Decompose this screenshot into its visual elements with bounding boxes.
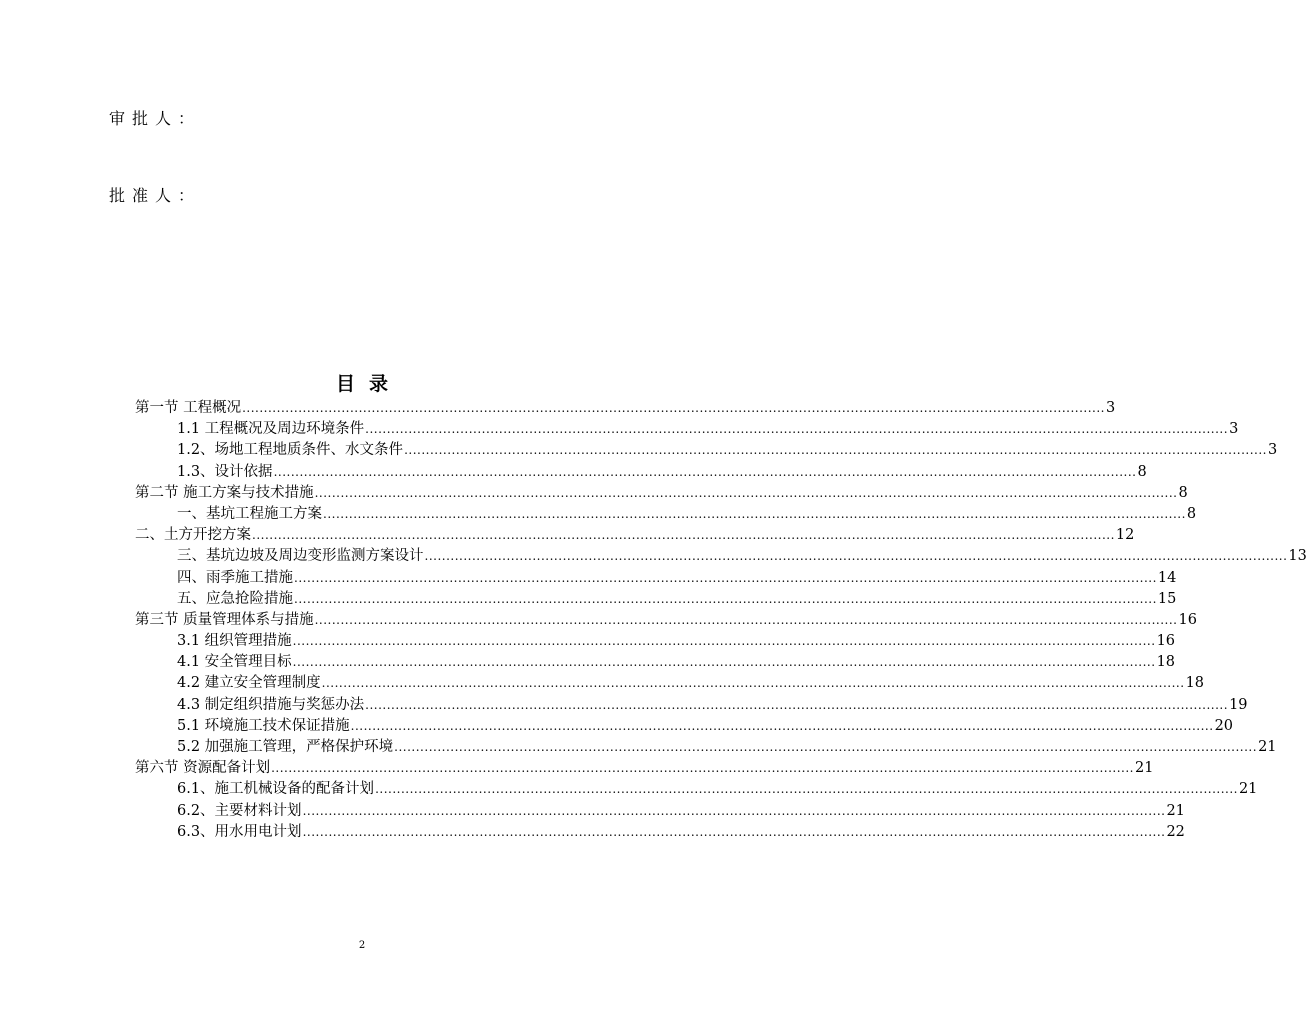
toc-entry-page-number: 13 — [1288, 548, 1307, 565]
toc-entry-label: 一、基坑工程施工方案 — [177, 505, 322, 522]
toc-entry-label: 1.1 工程概况及周边环境条件 — [177, 421, 365, 438]
toc-entry-label: 第一节 工程概况 — [135, 400, 242, 416]
approver-signature-label: 批准人： — [109, 186, 202, 205]
toc-entry[interactable] — [135, 695, 1248, 716]
toc-entry[interactable] — [135, 525, 1135, 546]
toc-entry-label: 6.3、用水用电计划 — [177, 823, 302, 840]
toc-dot-leader: ........................................................................................................................................................................................................ — [294, 591, 1157, 606]
toc-dot-leader: ........................................................................................................................................................................................................ — [242, 401, 1105, 415]
toc-entry-label: 4.3 制定组织措施与奖惩办法 — [177, 696, 365, 713]
toc-entry-page-number: 12 — [1115, 527, 1135, 544]
toc-title: 目录 — [335, 373, 402, 395]
toc-entry-page-number: 16 — [1178, 611, 1197, 628]
toc-entry-page-number: 18 — [1156, 654, 1176, 671]
toc-entry-label: 第三节 质量管理体系与措施 — [135, 611, 314, 628]
toc-entry-label: 1.2、场地工程地质条件、水文条件 — [177, 442, 404, 459]
toc-entry[interactable] — [135, 610, 1197, 631]
toc-dot-leader: ........................................................................................................................................................................................................ — [404, 443, 1267, 458]
toc-entry-label: 第二节 施工方案与技术措施 — [135, 484, 314, 501]
toc-entry-page-number: 18 — [1185, 675, 1205, 692]
toc-entry-page-number: 8 — [1186, 505, 1197, 522]
toc-entry-page-number: 3 — [1267, 442, 1278, 459]
toc-entry-page-number: 3 — [1229, 421, 1239, 438]
toc-dot-leader: ........................................................................................................................................................................................................ — [314, 485, 1178, 500]
toc-dot-leader: ........................................................................................................................................................................................................ — [252, 528, 1115, 543]
toc-entry-page-number: 19 — [1229, 696, 1248, 713]
toc-entry[interactable] — [135, 589, 1177, 610]
toc-entry-label: 5.2 加强施工管理，严格保护环境 — [177, 739, 394, 755]
toc-dot-leader: ........................................................................................................................................................................................................ — [292, 655, 1156, 670]
toc-entry-page-number: 3 — [1106, 400, 1116, 416]
toc-entry[interactable] — [135, 483, 1188, 504]
toc-entry[interactable] — [135, 673, 1205, 694]
toc-dot-leader: ........................................................................................................................................................................................................ — [314, 612, 1178, 627]
toc-dot-leader: ........................................................................................................................................................................................................ — [302, 824, 1166, 839]
toc-entry[interactable] — [135, 716, 1234, 737]
toc-entry-page-number: 20 — [1214, 717, 1234, 734]
toc-entry-page-number: 14 — [1157, 569, 1177, 586]
toc-entry-page-number: 21 — [1135, 760, 1154, 777]
toc-entry-label: 3.1 组织管理措施 — [177, 633, 292, 650]
toc-entry[interactable] — [135, 546, 1307, 567]
toc-entry[interactable] — [135, 737, 1277, 758]
toc-entry-page-number: 21 — [1166, 802, 1185, 819]
toc-dot-leader: ........................................................................................................................................................................................................ — [350, 718, 1214, 733]
toc-entry[interactable] — [135, 504, 1197, 525]
toc-entry[interactable] — [135, 398, 1116, 419]
toc-dot-leader: ........................................................................................................................................................................................................ — [292, 634, 1156, 649]
toc-dot-leader: ........................................................................................................................................................................................................ — [294, 570, 1157, 585]
toc-dot-leader: ........................................................................................................................................................................................................ — [394, 740, 1258, 754]
toc-entry-label: 4.1 安全管理目标 — [177, 654, 292, 671]
toc-entry[interactable] — [135, 631, 1176, 652]
toc-entry-label: 6.2、主要材料计划 — [177, 802, 302, 819]
toc-dot-leader: ........................................................................................................................................................................................................ — [365, 697, 1229, 712]
toc-entry-label: 6.1、施工机械设备的配备计划 — [177, 781, 375, 798]
toc-entry-page-number: 21 — [1238, 781, 1258, 798]
toc-dot-leader: ........................................................................................................................................................................................................ — [271, 761, 1134, 776]
toc-entry[interactable] — [135, 440, 1278, 461]
toc-entry[interactable] — [135, 758, 1154, 779]
toc-entry-label: 4.2 建立安全管理制度 — [177, 675, 321, 692]
toc-dot-leader: ........................................................................................................................................................................................................ — [323, 506, 1186, 521]
toc-entry[interactable] — [135, 801, 1185, 822]
toc-dot-leader: ........................................................................................................................................................................................................ — [424, 549, 1288, 564]
toc-entry[interactable] — [135, 822, 1185, 843]
toc-entry[interactable] — [135, 779, 1258, 800]
toc-entry-page-number: 8 — [1178, 484, 1188, 501]
toc-dot-leader: ........................................................................................................................................................................................................ — [365, 422, 1229, 437]
toc-entry-page-number: 21 — [1258, 739, 1277, 755]
toc-dot-leader: ........................................................................................................................................................................................................ — [321, 676, 1185, 691]
table-of-contents — [135, 398, 1307, 843]
toc-entry-label: 1.3、设计依据 — [177, 463, 273, 480]
toc-entry[interactable] — [135, 652, 1176, 673]
toc-entry-label: 第六节 资源配备计划 — [135, 760, 271, 777]
toc-entry-page-number: 16 — [1156, 633, 1176, 650]
toc-entry-page-number: 22 — [1166, 823, 1185, 840]
toc-entry-label: 五、应急抢险措施 — [177, 590, 293, 607]
toc-dot-leader: ........................................................................................................................................................................................................ — [375, 782, 1238, 797]
toc-entry-label: 二、土方开挖方案 — [135, 527, 251, 544]
toc-entry[interactable] — [135, 568, 1177, 589]
toc-entry[interactable] — [135, 462, 1147, 483]
toc-entry-label: 四、雨季施工措施 — [177, 569, 293, 586]
toc-dot-leader: ........................................................................................................................................................................................................ — [273, 464, 1137, 479]
toc-entry-label: 5.1 环境施工技术保证措施 — [177, 717, 350, 734]
toc-entry-page-number: 8 — [1137, 463, 1147, 480]
page-number: 2 — [358, 940, 366, 951]
toc-entry-label: 三、基坑边坡及周边变形监测方案设计 — [177, 548, 424, 565]
reviewer-signature-label: 审批人： — [109, 109, 202, 128]
toc-dot-leader: ........................................................................................................................................................................................................ — [302, 803, 1166, 818]
toc-entry-page-number: 15 — [1157, 590, 1177, 607]
toc-entry[interactable] — [135, 419, 1239, 440]
